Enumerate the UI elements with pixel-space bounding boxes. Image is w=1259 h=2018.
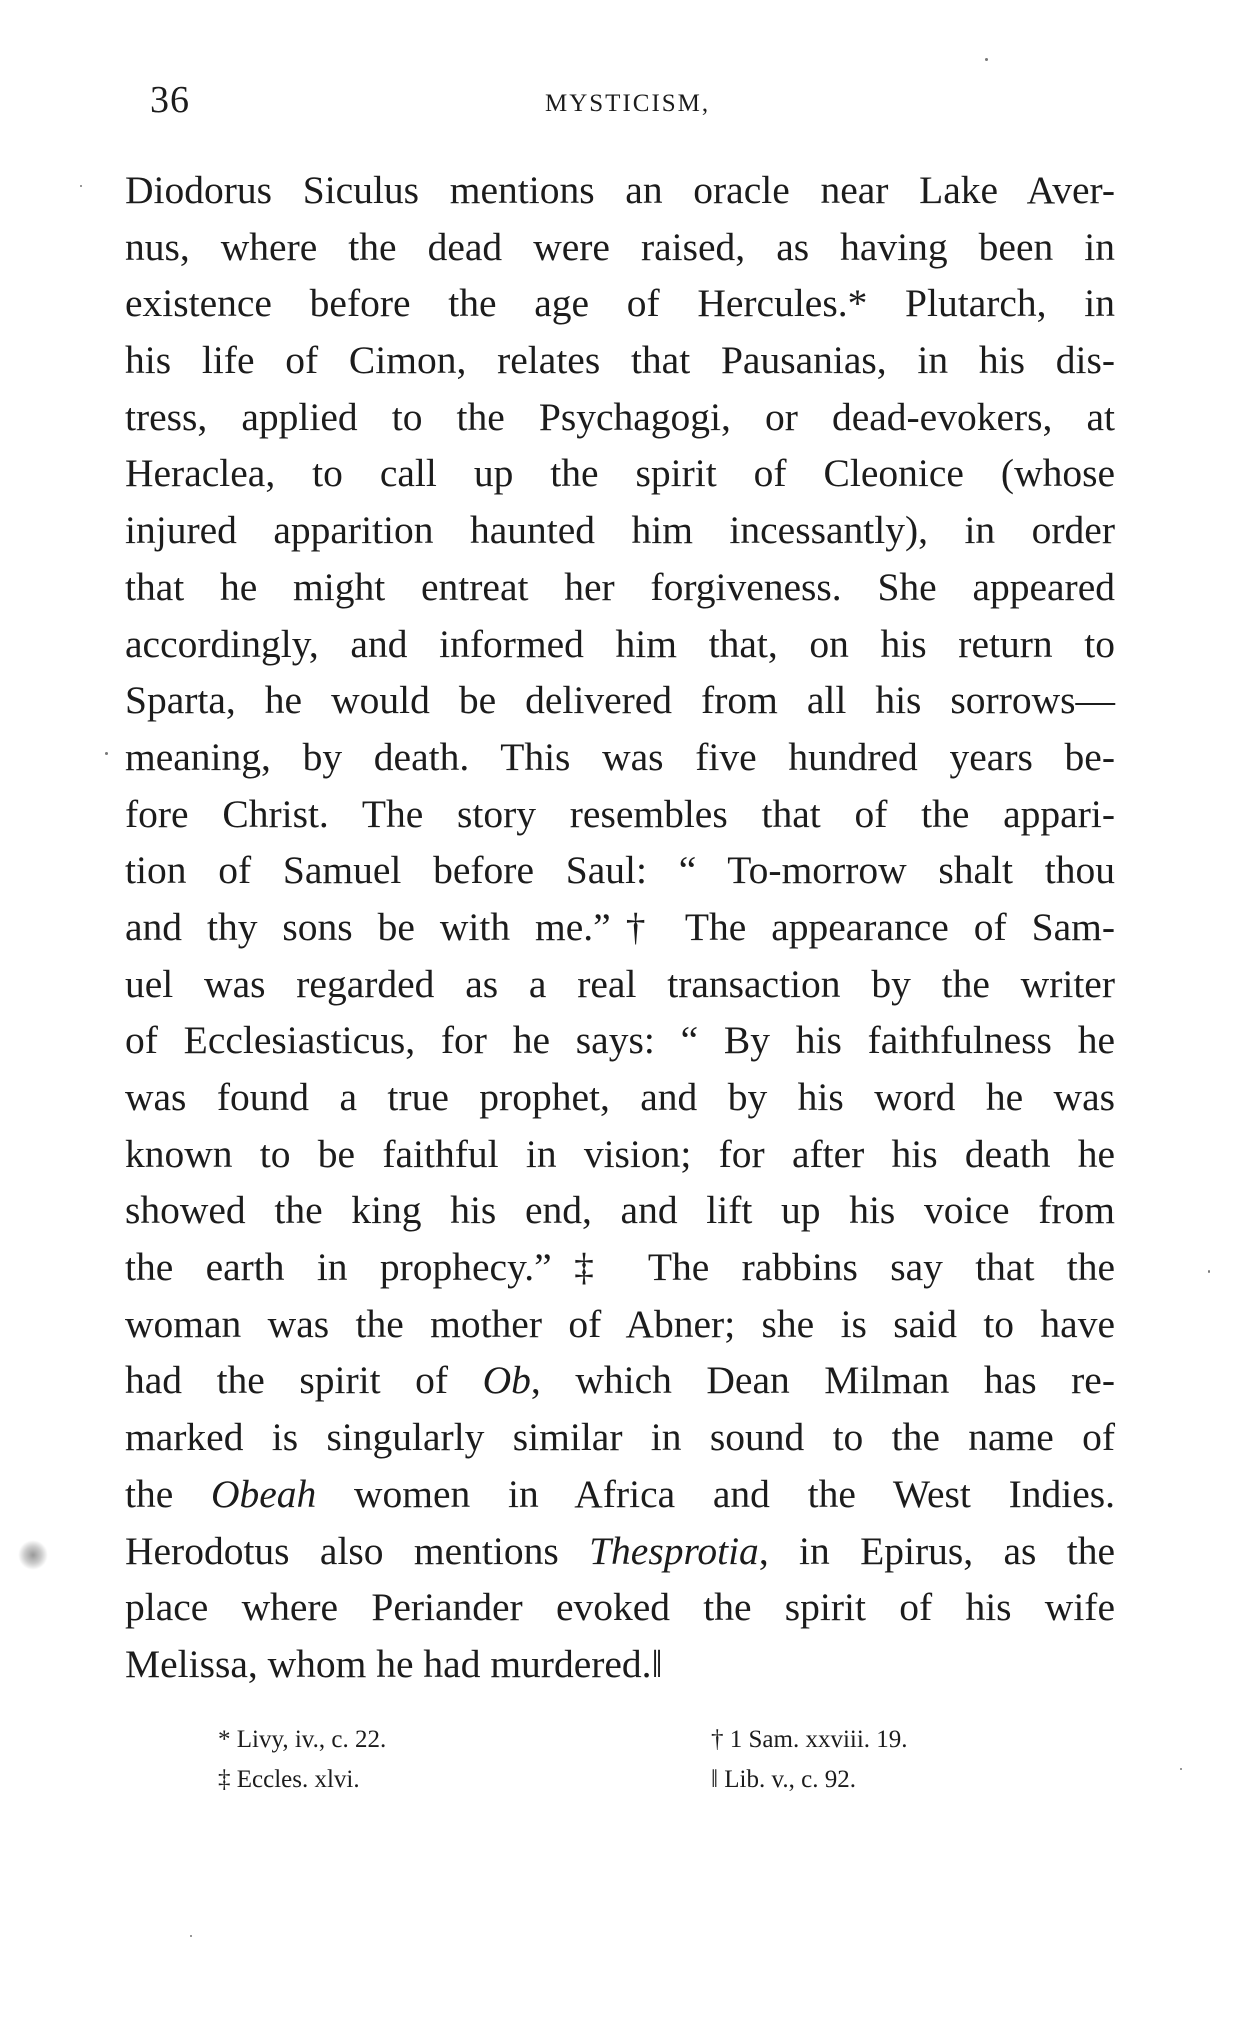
- text-line: [125, 219, 1115, 276]
- text-line: [125, 1409, 1115, 1466]
- italic-term: Thesprotia: [589, 1528, 759, 1573]
- text-segment: his life of Cimon, relates that Pausanias, in his dis-: [125, 338, 1115, 383]
- text-line: [125, 445, 1115, 502]
- text-line: [125, 1126, 1115, 1183]
- text-line: [125, 729, 1115, 786]
- text-line: [125, 1636, 1115, 1693]
- text-segment: showed the king his end, and lift up his voice from: [125, 1188, 1115, 1233]
- text-segment: tress, applied to the Psychagogi, or dead-evokers, at: [125, 394, 1115, 439]
- text-line: [125, 672, 1115, 729]
- text-segment: meaning, by death. This was five hundred years be-: [125, 734, 1115, 779]
- text-segment: Herodotus also mentions: [125, 1528, 590, 1573]
- italic-term: Ob: [482, 1358, 531, 1403]
- text-line: [125, 332, 1115, 389]
- text-line: [125, 616, 1115, 673]
- text-segment: place where Periander evoked the spirit of his wife: [125, 1585, 1115, 1630]
- text-segment: was found a true prophet, and by his word he was: [125, 1075, 1115, 1119]
- footnote-livy: * Livy, iv., c. 22.: [218, 1726, 387, 1753]
- footnote-row: [218, 1720, 1038, 1760]
- text-line: [125, 1296, 1115, 1353]
- text-line: [125, 842, 1115, 899]
- text-line: [125, 1069, 1115, 1126]
- text-segment: the earth in prophecy.”‡ The rabbins say that the: [125, 1245, 1115, 1290]
- text-line: [125, 559, 1115, 616]
- text-line: [125, 275, 1115, 332]
- text-line: [125, 786, 1115, 843]
- text-segment: Heraclea, to call up the spirit of Cleonice (whose: [125, 451, 1115, 496]
- text-segment: the: [125, 1471, 211, 1516]
- text-segment: known to be faithful in vision; for after his death he: [125, 1131, 1115, 1176]
- text-line: [125, 1182, 1115, 1239]
- text-line: [125, 899, 1115, 956]
- page-number: 36: [150, 79, 190, 121]
- text-segment: and thy sons be with me.”† The appearance of Sam-: [125, 904, 1115, 949]
- text-segment: Sparta, he would be delivered from all his sorrows—: [125, 678, 1115, 723]
- scan-speck: [190, 1935, 192, 1937]
- italic-term: Obeah: [210, 1471, 317, 1516]
- scan-blot: [18, 1540, 48, 1570]
- text-segment: tion of Samuel before Saul: “ To-morrow shalt thou: [125, 848, 1115, 893]
- text-line: [125, 1466, 1115, 1523]
- text-segment: existence before the age of Hercules.* Plutarch, in: [125, 281, 1115, 326]
- text-segment: of Ecclesiasticus, for he says: “ By his faithfulness he: [125, 1018, 1115, 1063]
- page-header: [150, 78, 1110, 128]
- text-segment: injured apparition haunted him incessantly), in order: [125, 508, 1115, 553]
- text-segment: , which Dean Milman has re-: [530, 1358, 1115, 1403]
- footnote-row: [218, 1760, 1038, 1800]
- text-segment: fore Christ. The story resembles that of the appari-: [125, 791, 1115, 836]
- text-line: [125, 956, 1115, 1013]
- footnote-eccles: ‡ Eccles. xlvi.: [218, 1766, 360, 1793]
- footnote-samuel: † 1 Sam. xxviii. 19.: [711, 1726, 908, 1753]
- text-line: [125, 389, 1115, 446]
- text-segment: , in Epirus, as the: [758, 1528, 1115, 1573]
- text-line: [125, 1239, 1115, 1296]
- footnotes: [218, 1720, 1038, 1800]
- text-segment: nus, where the dead were raised, as having been in: [125, 224, 1115, 269]
- text-line: [125, 1523, 1115, 1580]
- text-segment: Melissa, whom he had murdered.‖: [125, 1641, 663, 1686]
- text-segment: uel was regarded as a real transaction by the writer: [125, 961, 1115, 1006]
- text-segment: marked is singularly similar in sound to the name of: [125, 1415, 1115, 1460]
- scan-speck: [1180, 1768, 1182, 1770]
- scan-speck: [105, 752, 108, 755]
- running-head: MYSTICISM,: [545, 90, 711, 117]
- text-segment: accordingly, and informed him that, on his return to: [125, 621, 1115, 666]
- text-line: [125, 502, 1115, 559]
- text-segment: woman was the mother of Abner; she is said to have: [125, 1301, 1115, 1346]
- scan-speck: [985, 58, 988, 61]
- scan-speck: [80, 185, 82, 187]
- text-segment: had the spirit of: [125, 1358, 483, 1403]
- text-segment: Diodorus Siculus mentions an oracle near Lake Aver-: [125, 168, 1115, 212]
- footnote-lib: ‖ Lib. v., c. 92.: [711, 1766, 856, 1793]
- text-line: [125, 1012, 1115, 1069]
- text-line: [125, 162, 1115, 219]
- text-segment: women in Africa and the West Indies.: [316, 1471, 1115, 1516]
- text-line: [125, 1579, 1115, 1636]
- scan-speck: [1208, 1270, 1210, 1273]
- body-text: [125, 162, 1115, 1693]
- text-line: [125, 1352, 1115, 1409]
- text-segment: that he might entreat her forgiveness. She appeared: [125, 564, 1115, 609]
